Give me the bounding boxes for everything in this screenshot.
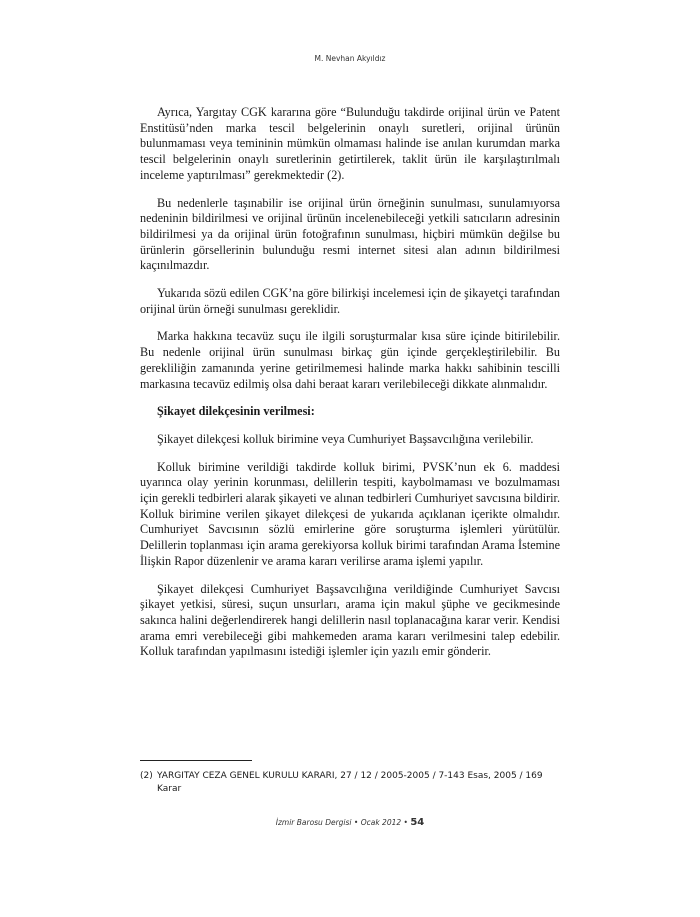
page-footer (0, 817, 700, 828)
section-heading: Şikayet dilekçesinin verilmesi: (157, 404, 315, 419)
footer-journal: İzmir Barosu Dergisi • Ocak 2012 • (275, 818, 408, 827)
footnote-marker: (2) (140, 771, 153, 781)
section-paragraph: Kolluk birimine verildiği takdirde kolluk birimi, PVSK’nun ek 6. maddesi uyarınca olay yerinin korunması, delillerin tespiti, kaybolmaması ve bozulmaması için gerekli tedbirleri alarak şikayeti ve alınan tedbirleri Cumhuriyet savcısına bildirir. Kolluk birimine verilen şikayet dilekçesi de yukarıda açıklanan içerikte olmalıdır. Cumhuriyet Savcısının sözlü emirlerine göre soruşturma işlemleri yürütülür. Delillerin toplanması için arama gerekiyorsa kolluk birimi tarafından Arama İstemine İlişkin Rapor düzenlenir ve arama kararı verilirse arama işlemi yapılır. (140, 459, 560, 568)
section-paragraph: Şikayet dilekçesi Cumhuriyet Başsavcılığına verildiğinde Cumhuriyet Savcısı şikayet yetkisi, süresi, suçun unsurları, arama için makul şüphe ve gecikmesinde sakınca halini değerlendirerek hangi delillerin nasıl toplanacağına karar verir. Kendisi arama emri verebileceği gibi mahkemeden arama kararı verilmesini talep edebilir. Kolluk tarafından yapılmasını istediği işlemler için yazılı emir gönderir. (140, 581, 560, 659)
footnote-separator (140, 760, 252, 761)
body-paragraph: Yukarıda sözü edilen CGK’na göre bilirkişi incelemesi için de şikayetçi tarafından orijinal ürün örneği sunulması gereklidir. (140, 286, 560, 316)
section-paragraph: Şikayet dilekçesi kolluk birimine veya Cumhuriyet Başsavcılığına verilebilir. (157, 431, 534, 446)
footnote-text: YARGITAY CEZA GENEL KURULU KARARI, 27 / 12 / 2005-2005 / 7-143 Esas, 2005 / 169 Karar (157, 771, 543, 794)
footnote (140, 770, 560, 796)
body-paragraph: Ayrıca, Yargıtay CGK kararına göre “Bulunduğu takdirde orijinal ürün ve Patent Enstitüsü’nden marka tescil belgelerinin onaylı suretleri, orijinal ürünün bulunmaması veya temininin mümkün olmaması halinde ise anılan kurumdan marka tescil belgelerinin onaylı suretlerinin getirtilerek, taklit ürün ile karşılaştırılmalı inceleme yaptırılması” gerekmektedir (2). (140, 105, 560, 182)
body-paragraph: Bu nedenlerle taşınabilir ise orijinal ürün örneğinin sunulması, sunulamıyorsa nedeninin bildirilmesi ve orijinal ürünün incelenebileceği yetkili satıcıların adresinin bildirilmesi ya da orijinal ürün fotoğrafının sunulması, hiçbiri mümkün değilse bu ürünlerin görsellerinin bulunduğu resmi internet sitesi alan adının bildirilmesi kaçınılmazdır. (140, 195, 560, 273)
page-body (140, 105, 560, 672)
running-header-author: M. Nevhan Akyıldız (314, 54, 386, 63)
body-paragraph: Marka hakkına tecavüz suçu ile ilgili soruşturmalar kısa süre içinde bitirilebilir. Bu nedenle orijinal ürün sunulması birkaç gün içinde gerçekleştirilebilir. Bu gerekliliğin zamanında yerine getirilmemesi halinde marka hakkı sahibinin tescilli markasına tecavüz edilmiş olsa dahi beraat kararı verilebileceği dikkate alınmalıdır. (140, 329, 560, 391)
page-number: 54 (410, 817, 425, 828)
